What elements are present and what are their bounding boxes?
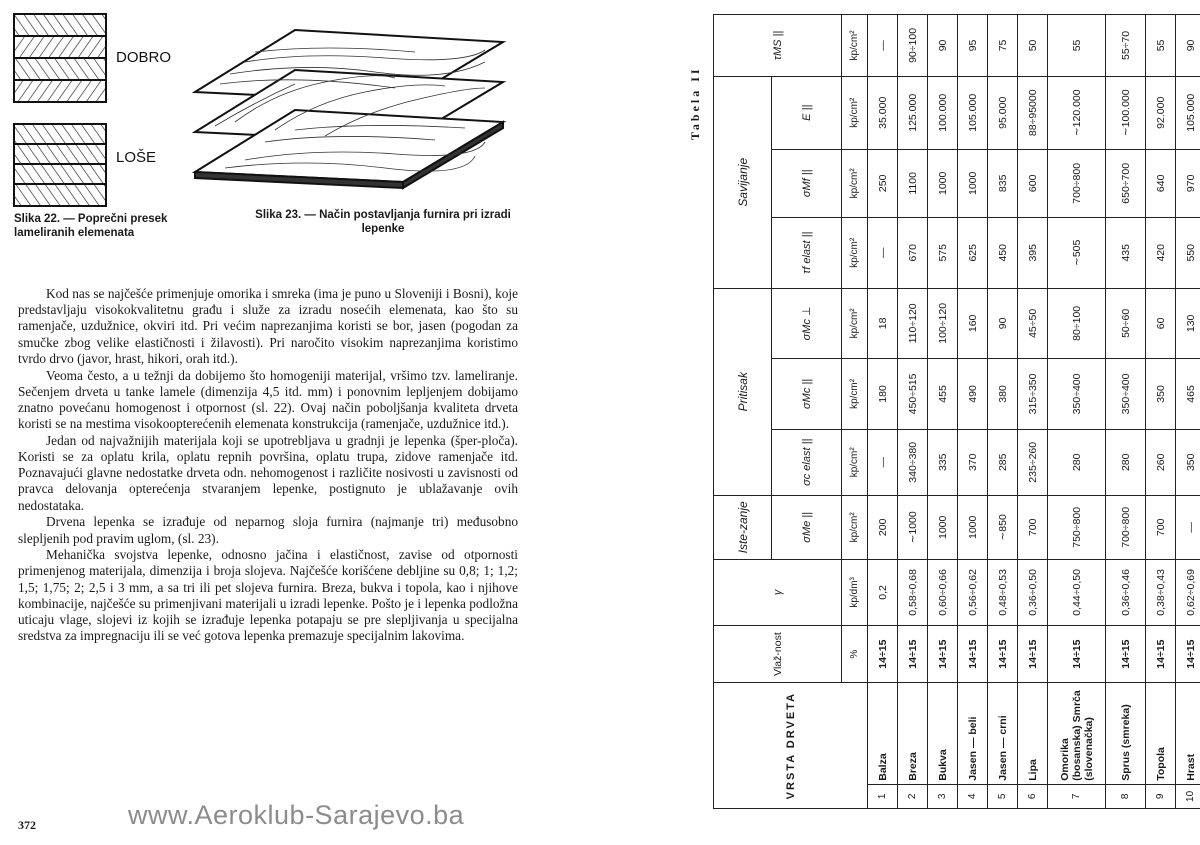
header-wood-type: VRSTA DRVETA	[714, 683, 868, 809]
wood-properties-table	[713, 14, 1200, 809]
wood-name: Topola	[1146, 683, 1176, 784]
table-row	[1048, 15, 1106, 809]
cell-value: 350÷400	[1106, 359, 1146, 430]
row-number: 6	[1018, 784, 1048, 808]
bad-lamination-block	[14, 124, 106, 206]
header-bending: Savijanje	[714, 76, 772, 288]
cell-value: 0,44÷0,50	[1048, 559, 1106, 625]
cell-value: 450	[988, 218, 1018, 289]
cell-value: 650÷700	[1106, 149, 1146, 217]
cell-value: 105.000	[1176, 76, 1200, 149]
cell-value: 55	[1146, 15, 1176, 77]
header-shear: τMS ||	[714, 15, 842, 77]
cell-value: 350÷400	[1048, 359, 1106, 430]
cell-value: 14÷15	[1106, 625, 1146, 682]
paragraph-4: Drvena lepenka se izrađuje od neparnog sloja furnira (najmanje tri) međusobno slepljenih pod pravim uglom, (sl. 23).	[18, 514, 518, 546]
cell-value: 0,60÷0,66	[928, 559, 958, 625]
cell-value: 380	[988, 359, 1018, 430]
cell-value: 280	[1106, 429, 1146, 495]
cell-value: 970	[1176, 149, 1200, 217]
row-number: 1	[868, 784, 898, 808]
cell-value: —	[1176, 495, 1200, 559]
cell-value: 1000	[958, 149, 988, 217]
veneer-layers-figure	[185, 22, 515, 212]
unit: kp/cm²	[842, 149, 868, 217]
table-row	[898, 15, 928, 809]
cell-value: 575	[928, 218, 958, 289]
wood-name: Jasen — beli	[958, 683, 988, 784]
cell-value: ∼100.000	[1106, 76, 1146, 149]
wood-name: Hrast	[1176, 683, 1200, 784]
wood-name: Omorika (bosanska) Smrča (slovenačka)	[1048, 683, 1106, 784]
cell-value: 1100	[898, 149, 928, 217]
row-number: 4	[958, 784, 988, 808]
header-sym-mc-perp: σMc ⊥	[772, 288, 842, 359]
header-compression: Pritisak	[714, 288, 772, 495]
cell-value: ∼1000	[898, 495, 928, 559]
cell-value: 670	[898, 218, 928, 289]
page-number: 372	[18, 818, 36, 832]
header-moisture: Vlaž-nost	[714, 625, 842, 682]
cell-value: 250	[868, 149, 898, 217]
unit: kp/dm³	[842, 559, 868, 625]
cell-value: 490	[958, 359, 988, 430]
cell-value: 835	[988, 149, 1018, 217]
cell-value: ∼505	[1048, 218, 1106, 289]
unit: kp/cm²	[842, 288, 868, 359]
paragraph-5: Mehanička svojstva lepenke, odnosno jačina i elastičnost, zavise od otpornosti primenjenog materijala, dimenzija i broja slojeva. Najčešće korišćene debljine su 0,8; 1; 1,2; 1,5; 1,75; 2; 2,5 i 3 mm, a sa tri ili pet slojeva furnira. Breza, bukva i topola, kao i njihove kombinacije, najčešće su primenjivani materijali u izradi lepenke. Pošto je i lepenka podložna uticaju vlage, slojevi iz kojih se izrađuje lepenka potapaju se pre slepljivanja u specijalna sredstva za impregnaciju ili se već gotova lepenka premazuje specijalnim lakovima.	[18, 547, 518, 644]
good-lamination-block	[14, 14, 106, 102]
header-sym-tension: σMe ||	[772, 495, 842, 559]
paragraph-1: Kod nas se najčešće primenjuje omorika i smreka (ima je puno u Sloveniji i Bosni), koje predstavljaju visokokvalitetnu građu i služe za izradu nosećih elemenata, kao što su ramenjače, uzdužnice, okviri itd. Pri većim naprezanjima koristi se bor, jasen (pogodan za smučke zbog velike elastičnosti i žilavosti). Pri naročito visokim naprezanjima koristimo tvrdo drvo (javor, hrast, hikori, orah itd.).	[18, 286, 518, 366]
row-number: 3	[928, 784, 958, 808]
cell-value: 14÷15	[1048, 625, 1106, 682]
header-tension: Iste-zanje	[714, 495, 772, 559]
wood-name: Balza	[868, 683, 898, 784]
cell-value: 700÷800	[1106, 495, 1146, 559]
cell-value: 0,58÷0,68	[898, 559, 928, 625]
wood-name: Sprus (smreka)	[1106, 683, 1146, 784]
cell-value: 395	[1018, 218, 1048, 289]
cell-value: ∼120.000	[1048, 76, 1106, 149]
cell-value: 1000	[958, 495, 988, 559]
cell-value: 45÷50	[1018, 288, 1048, 359]
cell-value: 455	[928, 359, 958, 430]
cell-value: 0,62÷0,69	[1176, 559, 1200, 625]
cell-value: 0,48÷0,53	[988, 559, 1018, 625]
cell-value: 14÷15	[1176, 625, 1200, 682]
cell-value: 14÷15	[988, 625, 1018, 682]
cell-value: 160	[958, 288, 988, 359]
header-sym-f-elast: τf elast ||	[772, 218, 842, 289]
cell-value: —	[868, 15, 898, 77]
cell-value: 130	[1176, 288, 1200, 359]
cell-value: 105.000	[958, 76, 988, 149]
cell-value: 1000	[928, 149, 958, 217]
fig22-label-good: DOBRO	[116, 49, 172, 66]
header-sym-mc-par: σMc ||	[772, 359, 842, 430]
cell-value: 700	[1146, 495, 1176, 559]
table-body	[868, 15, 1200, 809]
cell-value: 0,36÷0,46	[1106, 559, 1146, 625]
row-number: 7	[1048, 784, 1106, 808]
row-number: 10	[1176, 784, 1200, 808]
table-title: Tabela II	[688, 66, 702, 140]
cell-value: 420	[1146, 218, 1176, 289]
cell-value: 0,36÷0,50	[1018, 559, 1048, 625]
cell-value: 640	[1146, 149, 1176, 217]
cell-value: 550	[1176, 218, 1200, 289]
header-sym-e: E ||	[772, 76, 842, 149]
cell-value: 625	[958, 218, 988, 289]
cell-value: 200	[868, 495, 898, 559]
cell-value: 50	[1018, 15, 1048, 77]
cell-value: ∼850	[988, 495, 1018, 559]
properties-table-container	[713, 14, 1197, 809]
cell-value: 335	[928, 429, 958, 495]
cell-value: 88÷95000	[1018, 76, 1048, 149]
table-row	[868, 15, 898, 809]
cell-value: 700÷800	[1048, 149, 1106, 217]
table-row	[1146, 15, 1176, 809]
cell-value: 280	[1048, 429, 1106, 495]
row-number: 9	[1146, 784, 1176, 808]
unit: kp/cm²	[842, 218, 868, 289]
paragraph-2: Veoma često, a u težnji da dobijemo što homogeniji materijal, vršimo tzv. lameliranje. Sečenjem drveta u tanke lamele (dimenzija 4,5 itd. mm) i ponovnim lepljenjem dobijamo znatno povećanu homogenost i otpornost (sl. 22). Ovaj način poboljšanja kvaliteta drveta koristi se na mestima visokoopterećenih elemenata konstrukcija (ramenjače, uzdužnice itd.).	[18, 367, 518, 432]
right-page	[600, 0, 1200, 845]
wood-name: Lipa	[1018, 683, 1048, 784]
table-row	[958, 15, 988, 809]
cell-value: 180	[868, 359, 898, 430]
cell-value: 235÷260	[1018, 429, 1048, 495]
table-row	[1106, 15, 1146, 809]
cell-value: 0,38÷0,43	[1146, 559, 1176, 625]
cell-value: 14÷15	[928, 625, 958, 682]
lamination-cross-section-figure	[12, 12, 212, 212]
fig22-label-bad: LOŠE	[116, 149, 157, 166]
cell-value: 260	[1146, 429, 1176, 495]
cell-value: 14÷15	[898, 625, 928, 682]
cell-value: 55÷70	[1106, 15, 1146, 77]
cell-value: 350	[1146, 359, 1176, 430]
table-row	[988, 15, 1018, 809]
wood-name: Jasen — crni	[988, 683, 1018, 784]
row-number: 2	[898, 784, 928, 808]
cell-value: 435	[1106, 218, 1146, 289]
header-sym-mf: σMf ||	[772, 149, 842, 217]
cell-value: 450÷515	[898, 359, 928, 430]
header-sym-c-elast: σc elast ||	[772, 429, 842, 495]
cell-value: 1000	[928, 495, 958, 559]
fig22-caption: Slika 22. — Poprečni presek lameliranih elemenata	[14, 213, 168, 239]
cell-value: 95	[958, 15, 988, 77]
table-row	[928, 15, 958, 809]
cell-value: 315÷350	[1018, 359, 1048, 430]
cell-value: 60	[1146, 288, 1176, 359]
cell-value: 14÷15	[868, 625, 898, 682]
cell-value: —	[868, 218, 898, 289]
wood-name: Breza	[898, 683, 928, 784]
cell-value: 350	[1176, 429, 1200, 495]
cell-value: 700	[1018, 495, 1048, 559]
cell-value: 95.000	[988, 76, 1018, 149]
cell-value: 0,2	[868, 559, 898, 625]
cell-value: 110÷120	[898, 288, 928, 359]
cell-value: 14÷15	[958, 625, 988, 682]
unit: %	[842, 625, 868, 682]
unit: kp/cm²	[842, 429, 868, 495]
header-density: γ	[714, 559, 842, 625]
cell-value: 125.000	[898, 76, 928, 149]
row-number: 8	[1106, 784, 1146, 808]
cell-value: 285	[988, 429, 1018, 495]
cell-value: 75	[988, 15, 1018, 77]
cell-value: 90	[928, 15, 958, 77]
cell-value: 465	[1176, 359, 1200, 430]
cell-value: 750÷800	[1048, 495, 1106, 559]
cell-value: 100÷120	[928, 288, 958, 359]
cell-value: 35.000	[868, 76, 898, 149]
table-row	[1018, 15, 1048, 809]
cell-value: 90÷100	[898, 15, 928, 77]
cell-value: 14÷15	[1146, 625, 1176, 682]
unit: kp/cm²	[842, 495, 868, 559]
cell-value: 100.000	[928, 76, 958, 149]
cell-value: 55	[1048, 15, 1106, 77]
cell-value: 18	[868, 288, 898, 359]
body-text	[18, 286, 518, 645]
cell-value: 600	[1018, 149, 1048, 217]
cell-value: 80÷100	[1048, 288, 1106, 359]
cell-value: 340÷380	[898, 429, 928, 495]
cell-value: 90	[988, 288, 1018, 359]
left-page	[0, 0, 595, 845]
cell-value: —	[868, 429, 898, 495]
unit: kp/cm²	[842, 76, 868, 149]
row-number: 5	[988, 784, 1018, 808]
table-row	[1176, 15, 1200, 809]
cell-value: 14÷15	[1018, 625, 1048, 682]
cell-value: 92.000	[1146, 76, 1176, 149]
cell-value: 90	[1176, 15, 1200, 77]
cell-value: 0,56÷0,62	[958, 559, 988, 625]
unit: kp/cm²	[842, 15, 868, 77]
cell-value: 50÷60	[1106, 288, 1146, 359]
paragraph-3: Jedan od najvažnijih materijala koji se upotrebljava u gradnji je lepenka (šper-ploča). Koristi se za oplatu krila, oplatu repnih površina, oplatu trupa, zidove ramenjače itd. Poznavajući glavne nedostatke drveta odn. nehomogenost i različite nosivosti u zavisnosti od pravca delovanja opterećenja stvaranjem lepenke, postignuto je ublažavanje ovih nedostataka.	[18, 432, 518, 513]
watermark: www.Aeroklub-Sarajevo.ba	[128, 800, 465, 830]
wood-name: Bukva	[928, 683, 958, 784]
fig23-caption: Slika 23. — Način postavljanja furnira pri izradi lepenke	[255, 209, 511, 235]
unit: kp/cm²	[842, 359, 868, 430]
cell-value: 370	[958, 429, 988, 495]
